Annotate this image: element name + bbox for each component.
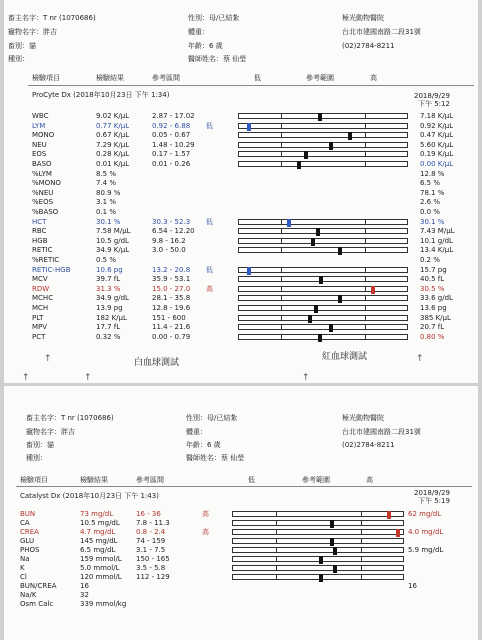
range-boundary	[365, 133, 366, 137]
row-result: 34.9 K/µL	[96, 246, 130, 255]
pet-name-label: 寵物名字：胖吉	[8, 28, 57, 36]
range-boundary	[281, 335, 282, 339]
row-reference: 1.48 - 10.29	[152, 140, 195, 149]
row-result: 31.3 %	[96, 284, 121, 293]
result-marker	[247, 267, 251, 275]
col-result-header: 檢驗結果	[80, 476, 108, 484]
range-bar	[232, 529, 404, 535]
row-result: 6.5 mg/dL	[80, 546, 116, 554]
col-low-header: 低	[248, 476, 255, 484]
row-result: 0.01 K/µL	[96, 160, 130, 168]
row-reference: 0.01 - 0.26	[152, 160, 191, 168]
result-marker	[287, 219, 291, 227]
col-refrange-header: 參考範圍	[302, 476, 330, 484]
range-bar	[238, 334, 408, 340]
row-previous-result: 16	[408, 582, 417, 590]
arrow-icon: ↑	[44, 354, 52, 364]
range-boundary	[365, 114, 366, 118]
range-bar	[232, 520, 404, 526]
range-boundary	[281, 143, 282, 147]
range-boundary	[365, 229, 366, 233]
row-name: %EOS	[32, 198, 54, 207]
row-result: 4.7 mg/dL	[80, 528, 116, 536]
range-boundary	[365, 268, 366, 272]
row-reference: 12.8 - 19.6	[152, 304, 191, 312]
rbc-section-label: 紅血球測試	[322, 352, 368, 362]
row-name: GLU	[20, 537, 35, 545]
range-bar	[238, 276, 408, 282]
row-reference: 15.0 - 27.0	[152, 284, 191, 293]
range-bar	[238, 151, 408, 157]
clinic-address: 台北市建國南路二段31號	[342, 28, 421, 36]
divider	[16, 486, 472, 487]
row-previous-result: 7.43 M/µL	[420, 227, 455, 236]
row-result: 145 mg/dL	[80, 537, 118, 545]
col-high-header: 高	[366, 476, 373, 484]
row-result: 159 mmol/L	[80, 555, 122, 563]
result-marker	[330, 538, 334, 546]
row-result: 8.5 %	[96, 169, 117, 178]
row-result: 3.1 %	[96, 198, 117, 207]
row-name: PLT	[32, 313, 44, 322]
catalyst-report-sheet	[4, 386, 478, 640]
row-previous-result: 40.5 fL	[420, 275, 445, 284]
row-reference: 150 - 165	[136, 555, 170, 563]
result-marker	[338, 247, 342, 255]
range-bar	[238, 324, 408, 330]
result-marker	[308, 315, 312, 323]
range-boundary	[365, 239, 366, 243]
row-reference: 11.4 - 21.6	[152, 323, 191, 332]
range-bar	[238, 247, 408, 253]
col-low-header: 低	[254, 74, 261, 82]
range-bar	[238, 295, 408, 301]
row-reference: 16 - 36	[136, 510, 161, 518]
row-previous-result: 12.8 %	[420, 169, 445, 178]
col-item-header: 檢驗項目	[20, 476, 48, 484]
row-name: CA	[20, 519, 30, 527]
row-previous-result: 0.0 %	[420, 208, 441, 216]
row-name: HGB	[32, 236, 48, 245]
range-boundary	[365, 220, 366, 224]
result-marker	[387, 511, 391, 519]
row-name: MCV	[32, 275, 48, 284]
pet-name-label: 寵物名字：胖吉	[26, 428, 75, 436]
range-boundary	[361, 575, 362, 579]
result-marker	[247, 123, 251, 131]
age-label: 年齡：6 歲	[188, 42, 223, 50]
row-name: RBC	[32, 227, 47, 236]
range-boundary	[281, 133, 282, 137]
range-boundary	[276, 557, 277, 561]
range-bar	[238, 123, 408, 129]
row-previous-result: 30.1 %	[420, 217, 445, 226]
row-name: PHOS	[20, 546, 40, 554]
row-result: 32	[80, 591, 89, 599]
row-name: Na/K	[20, 591, 37, 599]
col-high-header: 高	[370, 74, 377, 82]
range-boundary	[281, 287, 282, 291]
range-bar	[238, 315, 408, 321]
panel-title: ProCyte Dx (2018年10月23日 下午 1:34)	[32, 91, 170, 99]
sex-label: 性別：母/已結紮	[186, 414, 238, 422]
row-name: K	[20, 564, 25, 572]
row-name: MCHC	[32, 294, 54, 303]
row-result: 16	[80, 582, 89, 590]
row-result: 10.6 pg	[96, 265, 123, 274]
row-result: 7.4 %	[96, 179, 117, 188]
row-reference: 13.2 - 20.8	[152, 265, 191, 274]
row-previous-result: 5.9 mg/dL	[408, 546, 444, 554]
row-result: 7.58 M/µL	[96, 227, 131, 236]
result-marker	[304, 151, 308, 159]
col-result-header: 檢驗結果	[96, 74, 124, 82]
row-result: 339 mmol/kg	[80, 600, 127, 608]
row-reference: 6.54 - 12.20	[152, 227, 195, 236]
result-marker	[329, 142, 333, 150]
row-reference: 2.87 - 17.02	[152, 112, 195, 120]
range-boundary	[365, 325, 366, 329]
range-boundary	[281, 152, 282, 156]
range-bar	[232, 511, 404, 517]
row-flag: 高	[202, 510, 209, 518]
panel-title: Catalyst Dx (2018年10月23日 下午 1:43)	[20, 492, 159, 500]
row-previous-result: 13.6 pg	[420, 304, 447, 312]
row-name: PCT	[32, 332, 46, 341]
row-result: 10.5 g/dL	[96, 236, 129, 245]
result-marker	[311, 238, 315, 246]
range-boundary	[281, 306, 282, 310]
range-bar	[232, 556, 404, 562]
row-result: 73 mg/dL	[80, 510, 114, 518]
range-boundary	[365, 124, 366, 128]
row-previous-result: 0.92 K/µL	[420, 121, 454, 130]
range-bar	[232, 538, 404, 544]
row-name: RDW	[32, 284, 50, 293]
row-reference: 74 - 159	[136, 537, 166, 545]
sex-label: 性別：母/已結紮	[188, 14, 240, 22]
row-previous-result: 0.80 %	[420, 332, 445, 341]
row-reference: 112 - 129	[136, 573, 170, 581]
range-bar	[238, 142, 408, 148]
row-name: BUN/CREA	[20, 582, 57, 590]
row-result: 0.67 K/µL	[96, 131, 130, 140]
result-marker	[319, 556, 323, 564]
row-result: 39.7 fL	[96, 275, 121, 284]
range-bar	[232, 547, 404, 553]
row-name: %LYM	[32, 169, 52, 178]
row-name: HCT	[32, 217, 47, 226]
breed-label: 種別：	[8, 55, 29, 63]
row-reference: 0.00 - 0.79	[152, 332, 191, 341]
row-result: 80.9 %	[96, 188, 121, 197]
result-marker	[319, 276, 323, 284]
owner-label: 畜主名字：T nr (1070686)	[8, 14, 96, 22]
row-reference: 151 - 600	[152, 313, 186, 322]
clinic-phone: (02)2784-8211	[342, 441, 395, 449]
row-previous-result: 13.4 K/µL	[420, 246, 454, 255]
range-bar	[238, 286, 408, 292]
row-reference: 0.05 - 0.67	[152, 131, 191, 140]
row-previous-result: 78.1 %	[420, 188, 445, 197]
range-boundary	[361, 566, 362, 570]
range-boundary	[281, 316, 282, 320]
range-bar	[232, 574, 404, 580]
range-boundary	[365, 277, 366, 281]
row-flag: 低	[206, 217, 213, 226]
col-item-header: 檢驗項目	[32, 74, 60, 82]
range-boundary	[361, 557, 362, 561]
row-reference: 9.8 - 16.2	[152, 236, 186, 245]
range-boundary	[281, 239, 282, 243]
range-boundary	[281, 229, 282, 233]
procyte-report-sheet	[4, 0, 478, 383]
range-boundary	[361, 521, 362, 525]
row-result: 13.9 pg	[96, 304, 123, 312]
row-reference: 0.17 - 1.57	[152, 150, 191, 159]
range-boundary	[281, 277, 282, 281]
range-boundary	[365, 248, 366, 252]
age-label: 年齡：6 歲	[186, 441, 221, 449]
row-name: Osm Calc	[20, 600, 54, 608]
owner-label: 畜主名字：T nr (1070686)	[26, 414, 114, 422]
row-result: 9.02 K/µL	[96, 112, 130, 120]
arrow-icon: ↑	[302, 373, 310, 383]
row-result: 0.5 %	[96, 256, 117, 264]
doctor-label: 醫師姓名：蔡 仙瑩	[186, 454, 245, 462]
result-marker	[319, 574, 323, 582]
row-previous-result: 385 K/µL	[420, 313, 451, 322]
col-refrange-header: 參考範圍	[306, 74, 334, 82]
row-name: Cl	[20, 573, 27, 581]
row-previous-result: 0.00 K/µL	[420, 160, 454, 168]
row-reference: 28.1 - 35.8	[152, 294, 191, 303]
clinic-name: 極光動物醫院	[342, 414, 384, 422]
divider	[28, 85, 474, 86]
row-previous-result: 0.47 K/µL	[420, 131, 454, 140]
range-bar	[238, 132, 408, 138]
row-result: 0.1 %	[96, 208, 117, 216]
range-boundary	[281, 296, 282, 300]
row-reference: 30.3 - 52.3	[152, 217, 191, 226]
range-boundary	[276, 521, 277, 525]
range-boundary	[281, 248, 282, 252]
row-name: %NEU	[32, 188, 54, 197]
row-previous-result: 30.5 %	[420, 284, 445, 293]
range-boundary	[361, 539, 362, 543]
row-result: 0.32 %	[96, 332, 121, 341]
result-marker	[348, 132, 352, 140]
row-name: BUN	[20, 510, 36, 518]
row-name: NEU	[32, 140, 47, 149]
result-marker	[297, 161, 301, 169]
row-previous-result: 4.0 mg/dL	[408, 528, 444, 536]
doctor-label: 醫師姓名：蔡 仙瑩	[188, 55, 247, 63]
arrow-icon: ↑	[22, 373, 30, 383]
row-result: 182 K/µL	[96, 313, 127, 322]
row-flag: 低	[206, 121, 213, 130]
range-boundary	[365, 152, 366, 156]
panel-prev-date: 2018/9/29	[414, 489, 450, 497]
range-boundary	[281, 325, 282, 329]
col-ref-header: 參考區間	[152, 74, 180, 82]
row-name: RETIC	[32, 246, 53, 255]
row-result: 7.29 K/µL	[96, 140, 130, 149]
result-marker	[318, 113, 322, 121]
row-flag: 高	[206, 284, 213, 293]
weight-label: 體重：	[186, 428, 207, 436]
range-boundary	[361, 530, 362, 534]
result-marker	[329, 324, 333, 332]
range-boundary	[365, 335, 366, 339]
breed-label: 種別：	[26, 454, 47, 462]
row-name: BASO	[32, 160, 52, 168]
row-name: %RETIC	[32, 256, 60, 264]
range-boundary	[276, 512, 277, 516]
row-reference: 0.8 - 2.4	[136, 528, 166, 536]
row-result: 0.28 K/µL	[96, 150, 130, 159]
result-marker	[333, 547, 337, 555]
range-boundary	[281, 220, 282, 224]
species-label: 畜別：貓	[26, 441, 54, 449]
range-boundary	[276, 575, 277, 579]
row-name: RETIC-HGB	[32, 265, 71, 274]
row-previous-result: 7.18 K/µL	[420, 112, 454, 120]
result-marker	[330, 520, 334, 528]
result-marker	[318, 334, 322, 342]
result-marker	[396, 529, 400, 537]
range-bar	[238, 228, 408, 234]
range-boundary	[361, 512, 362, 516]
range-boundary	[276, 548, 277, 552]
row-result: 10.5 mg/dL	[80, 519, 120, 527]
result-marker	[316, 228, 320, 236]
row-result: 34.9 g/dL	[96, 294, 129, 303]
range-bar	[238, 305, 408, 311]
result-marker	[371, 286, 375, 294]
row-previous-result: 62 mg/dL	[408, 510, 442, 518]
row-reference: 0.92 - 6.88	[152, 121, 191, 130]
row-name: %BASO	[32, 208, 59, 216]
row-previous-result: 33.6 g/dL	[420, 294, 453, 303]
row-reference: 3.0 - 50.0	[152, 246, 186, 255]
row-name: EOS	[32, 150, 47, 159]
row-name: MPV	[32, 323, 48, 332]
range-boundary	[281, 114, 282, 118]
range-boundary	[281, 124, 282, 128]
row-previous-result: 0.19 K/µL	[420, 150, 454, 159]
row-name: MONO	[32, 131, 55, 140]
range-boundary	[361, 548, 362, 552]
row-previous-result: 15.7 pg	[420, 265, 447, 274]
arrow-icon: ↑	[416, 354, 424, 364]
result-marker	[314, 305, 318, 313]
row-reference: 3.5 - 5.8	[136, 564, 166, 572]
arrow-icon: ↑	[84, 373, 92, 383]
clinic-address: 台北市建國南路二段31號	[342, 428, 421, 436]
panel-prev-time: 下午 5:19	[418, 497, 450, 505]
row-name: CREA	[20, 528, 39, 536]
row-name: %MONO	[32, 179, 61, 188]
clinic-phone: (02)2784-8211	[342, 42, 395, 50]
range-bar	[238, 267, 408, 273]
range-bar	[238, 238, 408, 244]
row-previous-result: 10.1 g/dL	[420, 236, 453, 245]
range-boundary	[276, 566, 277, 570]
row-flag: 低	[206, 265, 213, 274]
row-result: 17.7 fL	[96, 323, 121, 332]
range-boundary	[281, 162, 282, 166]
result-marker	[338, 295, 342, 303]
col-ref-header: 參考區間	[136, 476, 164, 484]
range-bar	[238, 161, 408, 167]
row-name: Na	[20, 555, 30, 563]
row-previous-result: 2.6 %	[420, 198, 441, 207]
range-bar	[238, 219, 408, 225]
panel-prev-date: 2018/9/29	[414, 92, 450, 100]
clinic-name: 極光動物醫院	[342, 14, 384, 22]
range-boundary	[365, 296, 366, 300]
species-label: 畜別：貓	[8, 42, 36, 50]
row-reference: 3.1 - 7.5	[136, 546, 166, 554]
row-flag: 高	[202, 528, 209, 536]
row-previous-result: 20.7 fL	[420, 323, 445, 332]
wbc-section-label: 白血球測試	[134, 358, 180, 368]
row-name: WBC	[32, 112, 49, 120]
row-reference: 35.9 - 53.1	[152, 275, 191, 284]
row-result: 5.0 mmol/L	[80, 564, 120, 572]
row-previous-result: 6.5 %	[420, 179, 441, 188]
range-bar	[232, 565, 404, 571]
row-name: LYM	[32, 121, 46, 130]
row-previous-result: 0.2 %	[420, 256, 441, 264]
row-result: 30.1 %	[96, 217, 121, 226]
range-boundary	[365, 306, 366, 310]
range-bar	[238, 113, 408, 119]
range-boundary	[276, 530, 277, 534]
range-boundary	[365, 316, 366, 320]
row-result: 0.77 K/µL	[96, 121, 130, 130]
row-result: 120 mmol/L	[80, 573, 122, 581]
range-boundary	[365, 143, 366, 147]
row-reference: 7.8 - 11.3	[136, 519, 170, 527]
row-name: MCH	[32, 304, 49, 312]
panel-prev-time: 下午 5:12	[418, 100, 450, 108]
weight-label: 體重：	[188, 28, 209, 36]
range-boundary	[365, 287, 366, 291]
result-marker	[333, 565, 337, 573]
range-boundary	[365, 162, 366, 166]
range-boundary	[276, 539, 277, 543]
range-boundary	[281, 268, 282, 272]
row-previous-result: 5.60 K/µL	[420, 140, 454, 149]
